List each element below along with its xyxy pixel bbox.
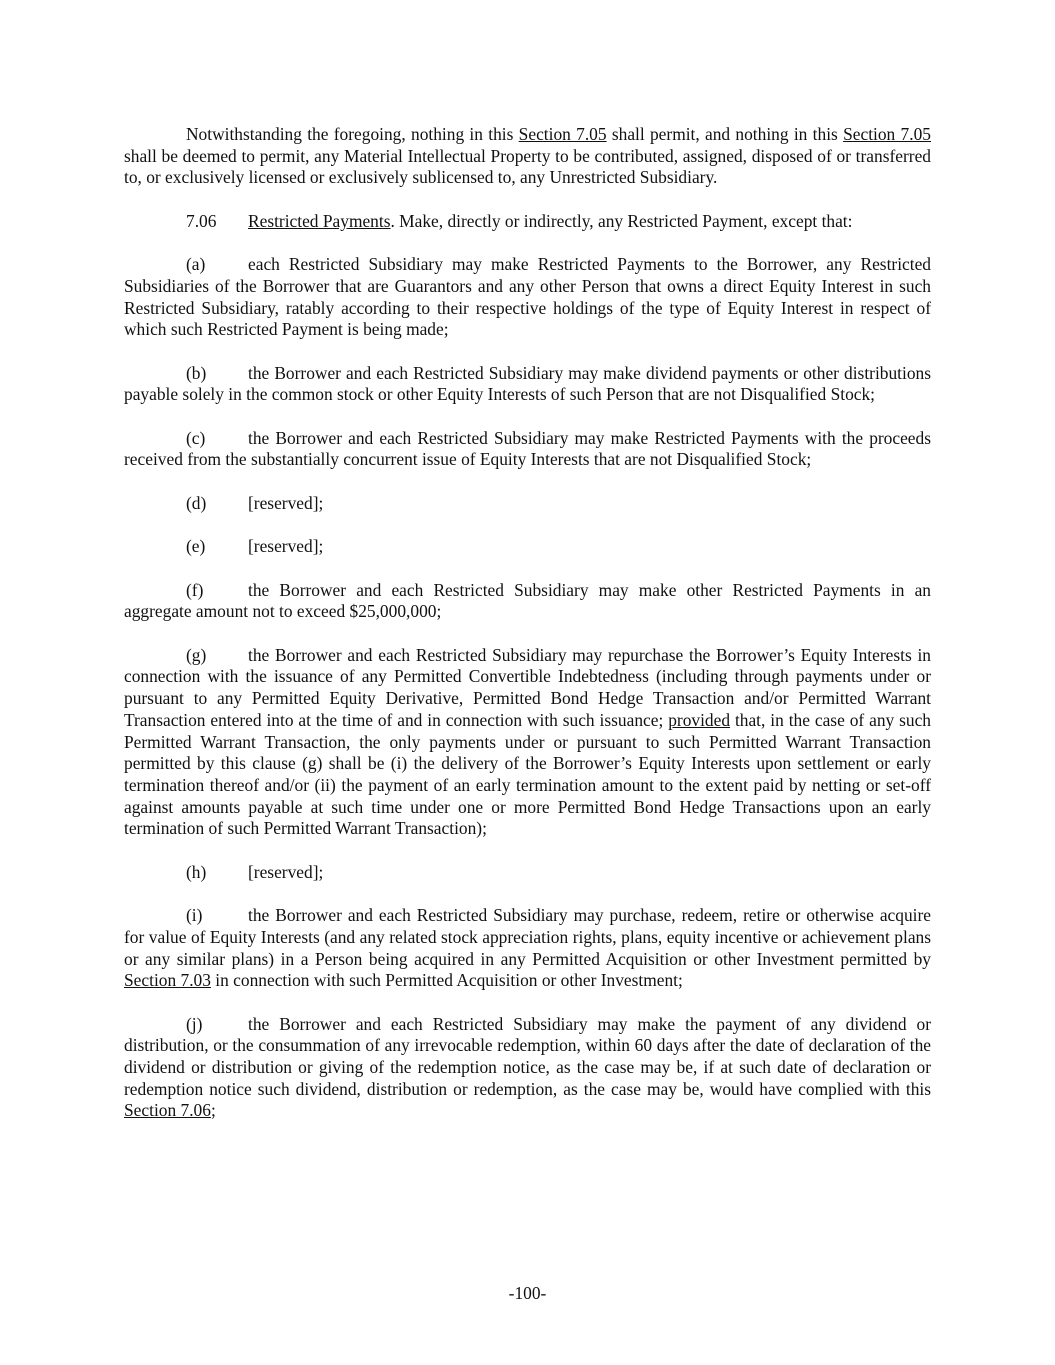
clause-text: the Borrower and each Restricted Subsidiary may repurchase the Borrower’s Equity Interests in connection with the issuance of any Permitted Convertible Indebtedness (including through payments under or pursuant to any Permitted Equity Derivative, Permitted Bond Hedge Transaction and/or Permitted Warrant Transaction entered into at the time of and in connection with such issuance;: [124, 644, 931, 730]
clause-label: (h): [186, 861, 207, 882]
section-number: 7.06: [186, 210, 217, 231]
text: shall permit, and nothing in this: [606, 124, 844, 144]
clause-i: [124, 905, 931, 992]
clause-text: the Borrower and each Restricted Subsidiary may make the payment of any dividend or distribution, or the consummation of any irrevocable redemption, within 60 days after the date of declaration of the dividend or distribution or giving of the redemption notice, as the case may be, if at such date of declaration or redemption notice such dividend, distribution or redemption, as the case may be, would have complied with this: [124, 1013, 931, 1099]
clause-f: [124, 580, 931, 623]
clause-h: [124, 862, 931, 884]
provided-term: provided: [668, 709, 731, 730]
section-title: Restricted Payments: [248, 210, 391, 231]
clause-b: [124, 363, 931, 406]
clause-label: (a): [186, 254, 206, 275]
clause-text: ;: [210, 1100, 216, 1121]
section-intro: . Make, directly or indirectly, any Restricted Payment, except that:: [390, 210, 853, 231]
clause-text: that, in the case of any such Permitted Warrant Transaction, the only payments under or pursuant to such Permitted Warrant Transaction permitted by this clause (g) shall be (i) the delivery of the Borrower’s Equity Interests upon settlement or early termination thereof and/or (ii) the payment of an early termination amount to the extent paid by netting or set-off against amounts payable at such time under one or more Permitted Bond Hedge Transactions upon an early termination of such Permitted Warrant Transaction);: [124, 709, 931, 839]
clause-label: (d): [186, 492, 207, 513]
clause-label: (e): [186, 536, 206, 557]
clause-label: (g): [186, 644, 207, 665]
page-number: -100-: [508, 1283, 547, 1303]
clause-label: (i): [186, 905, 203, 926]
clause-label: (f): [186, 579, 204, 600]
clause-text: [reserved];: [248, 536, 324, 557]
clause-c: [124, 428, 931, 471]
clause-text: the Borrower and each Restricted Subsidiary may make Restricted Payments with the proceeds received from the substantially concurrent issue of Equity Interests that are not Disqualified Stock;: [124, 427, 931, 470]
clause-e: [124, 536, 931, 558]
section-ref-7-05: Section 7.05: [518, 124, 607, 144]
clause-label: (j): [186, 1013, 203, 1034]
clause-text: [reserved];: [248, 492, 324, 513]
clause-g: [124, 645, 931, 840]
document-body: [124, 124, 931, 1144]
clause-d: [124, 493, 931, 515]
clause-text: the Borrower and each Restricted Subsidiary may make dividend payments or other distributions payable solely in the common stock or other Equity Interests of such Person that are not Disqualified Stock;: [124, 362, 931, 405]
clause-text: the Borrower and each Restricted Subsidiary may make other Restricted Payments in an aggregate amount not to exceed $25,000,000;: [124, 579, 931, 622]
section-ref-7-03: Section 7.03: [124, 970, 211, 991]
text: Notwithstanding the foregoing, nothing in this: [186, 124, 519, 144]
section-ref-7-05: Section 7.05: [843, 124, 931, 144]
clause-label: (b): [186, 362, 207, 383]
clause-a: [124, 254, 931, 341]
text: shall be deemed to permit, any Material Intellectual Property to be contributed, assigned, disposed of or transferred to, or exclusively licensed or exclusively sublicensed to, any Unrestricted Subsidiary.: [124, 145, 931, 188]
clause-j: [124, 1014, 931, 1123]
clause-text: each Restricted Subsidiary may make Restricted Payments to the Borrower, any Restricted Subsidiaries of the Borrower that are Guarantors and any other Person that owns a direct Equity Interest in such Restricted Subsidiary, ratably according to their respective holdings of the type of Equity Interest in respect of which such Restricted Payment is being made;: [124, 254, 931, 340]
clause-text: [reserved];: [248, 861, 324, 882]
paragraph-notwithstanding: [124, 124, 931, 189]
clause-text: the Borrower and each Restricted Subsidiary may purchase, redeem, retire or otherwise acquire for value of Equity Interests (and any related stock appreciation rights, plans, equity incentive or achievement plans or any similar plans) in a Person being acquired in any Permitted Acquisition or other Investment permitted by: [124, 905, 931, 969]
section-7-06-heading: [124, 211, 931, 233]
clause-text: in connection with such Permitted Acquisition or other Investment;: [210, 970, 683, 991]
clause-label: (c): [186, 427, 206, 448]
section-ref-7-06: Section 7.06: [124, 1100, 211, 1121]
